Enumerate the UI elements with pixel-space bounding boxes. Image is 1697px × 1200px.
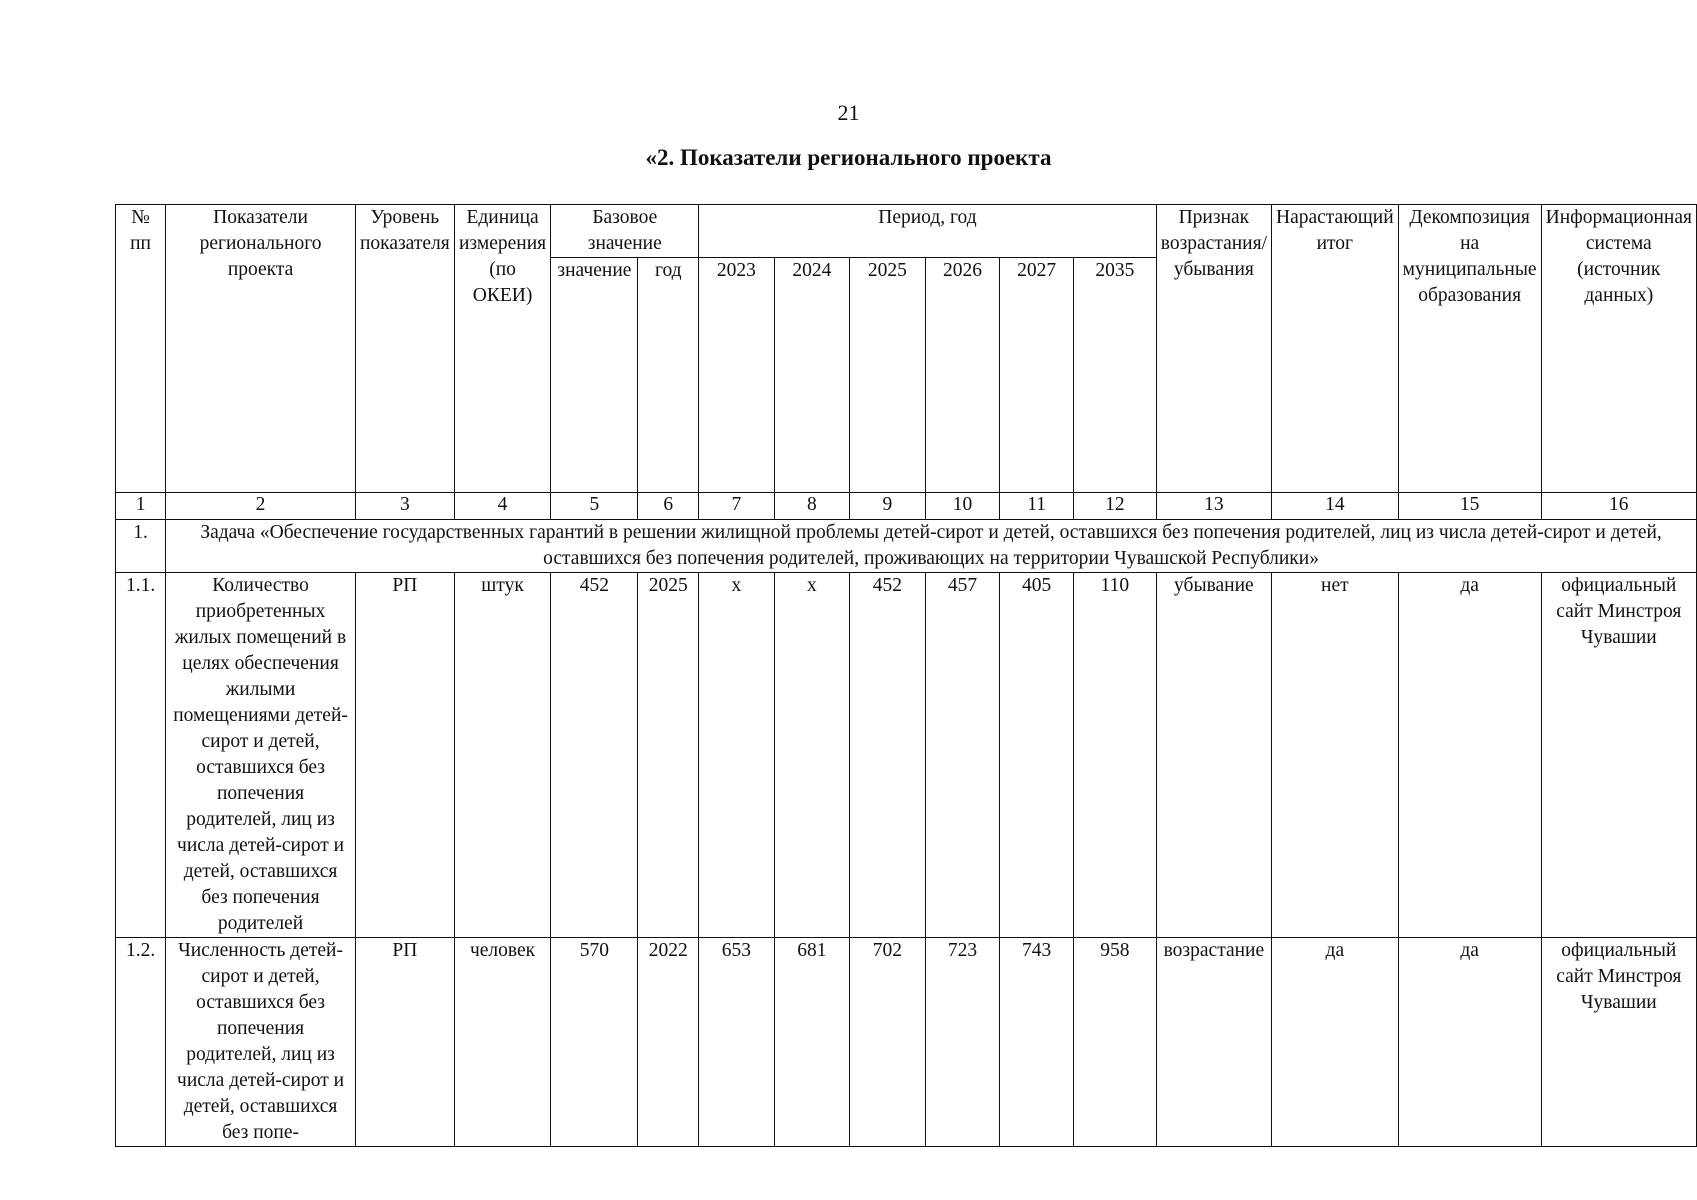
- header-cumulative: Нарастающий итог: [1272, 205, 1399, 493]
- row-value-2023: 653: [699, 938, 774, 1147]
- task-text: Задача «Обеспечение государственных гарантий в решении жилищной проблемы детей-сирот и детей, оставшихся без попечения родителей, лиц из числа детей-сирот и детей, оставшихся без попечения родителей, проживающих на территории Чувашской Республики»: [166, 520, 1697, 573]
- row-level: РП: [355, 938, 454, 1147]
- column-number: 8: [774, 493, 849, 520]
- row-num: 1.1.: [116, 573, 166, 938]
- header-decomposition: Декомпозиция на муниципальные образования: [1398, 205, 1541, 493]
- column-number: 1: [116, 493, 166, 520]
- column-number: 12: [1073, 493, 1156, 520]
- row-source: официальный сайт Минстроя Чувашии: [1541, 938, 1696, 1147]
- header-year-2026: 2026: [925, 258, 1000, 493]
- header-year-2024: 2024: [774, 258, 849, 493]
- column-number: 4: [454, 493, 551, 520]
- row-level: РП: [355, 573, 454, 938]
- row-value-2025: 452: [850, 573, 925, 938]
- row-indicator-name: Численность детей-сирот и детей, оставшихся без попечения родителей, лиц из числа детей-сирот и детей, оставшихся без попе-: [166, 938, 356, 1147]
- row-base-value: 570: [551, 938, 638, 1147]
- header-source: Информационная система (источник данных): [1541, 205, 1696, 493]
- row-value-2027: 405: [1000, 573, 1073, 938]
- column-number: 7: [699, 493, 774, 520]
- column-number: 5: [551, 493, 638, 520]
- task-row: [116, 520, 1697, 573]
- section-title: «2. Показатели регионального проекта: [645, 145, 1052, 170]
- row-value-2026: 457: [925, 573, 1000, 938]
- row-value-2025: 702: [850, 938, 925, 1147]
- row-decomposition: да: [1398, 573, 1541, 938]
- header-year-2025: 2025: [850, 258, 925, 493]
- row-value-2024: х: [774, 573, 849, 938]
- column-number: 9: [850, 493, 925, 520]
- row-source: официальный сайт Минстроя Чувашии: [1541, 573, 1696, 938]
- header-trend: Признак возрастания/ убывания: [1156, 205, 1271, 493]
- row-decomposition: да: [1398, 938, 1541, 1147]
- header-num: № пп: [116, 205, 166, 493]
- row-value-2035: 958: [1073, 938, 1156, 1147]
- header-unit: Единица измерения (по ОКЕИ): [454, 205, 551, 493]
- column-numbers-row: [116, 493, 1697, 520]
- row-value-2035: 110: [1073, 573, 1156, 938]
- row-cumulative: нет: [1272, 573, 1399, 938]
- header-indicator: Показатели регионального проекта: [166, 205, 356, 493]
- row-trend: возрастание: [1156, 938, 1271, 1147]
- row-base-year: 2025: [638, 573, 699, 938]
- row-unit: штук: [454, 573, 551, 938]
- column-number: 14: [1272, 493, 1399, 520]
- row-cumulative: да: [1272, 938, 1399, 1147]
- page-number: 21: [837, 100, 860, 125]
- row-num: 1.2.: [116, 938, 166, 1147]
- column-number: 13: [1156, 493, 1271, 520]
- header-year-2023: 2023: [699, 258, 774, 493]
- column-number: 6: [638, 493, 699, 520]
- row-value-2026: 723: [925, 938, 1000, 1147]
- header-level: Уровень показателя: [355, 205, 454, 493]
- column-number: 3: [355, 493, 454, 520]
- header-row-1: [116, 205, 1697, 258]
- row-indicator-name: Количество приобретенных жилых помещений в целях обеспечения жилыми помещениями детей-сирот и детей, оставшихся без попечения родителей, лиц из числа детей-сирот и детей, оставшихся без попечения родителей: [166, 573, 356, 938]
- header-year-2027: 2027: [1000, 258, 1073, 493]
- header-period: Период, год: [699, 205, 1157, 258]
- row-value-2027: 743: [1000, 938, 1073, 1147]
- row-base-value: 452: [551, 573, 638, 938]
- row-value-2024: 681: [774, 938, 849, 1147]
- row-base-year: 2022: [638, 938, 699, 1147]
- table-row: [116, 938, 1697, 1147]
- column-number: 10: [925, 493, 1000, 520]
- task-num: 1.: [116, 520, 166, 573]
- column-number: 15: [1398, 493, 1541, 520]
- header-year-2035: 2035: [1073, 258, 1156, 493]
- header-base: Базовое значение: [551, 205, 699, 258]
- table-row: [116, 573, 1697, 938]
- row-trend: убывание: [1156, 573, 1271, 938]
- column-number: 16: [1541, 493, 1696, 520]
- indicators-table: [115, 204, 1697, 1147]
- header-base-year: год: [638, 258, 699, 493]
- column-number: 2: [166, 493, 356, 520]
- header-base-value: значение: [551, 258, 638, 493]
- column-number: 11: [1000, 493, 1073, 520]
- row-unit: человек: [454, 938, 551, 1147]
- row-value-2023: х: [699, 573, 774, 938]
